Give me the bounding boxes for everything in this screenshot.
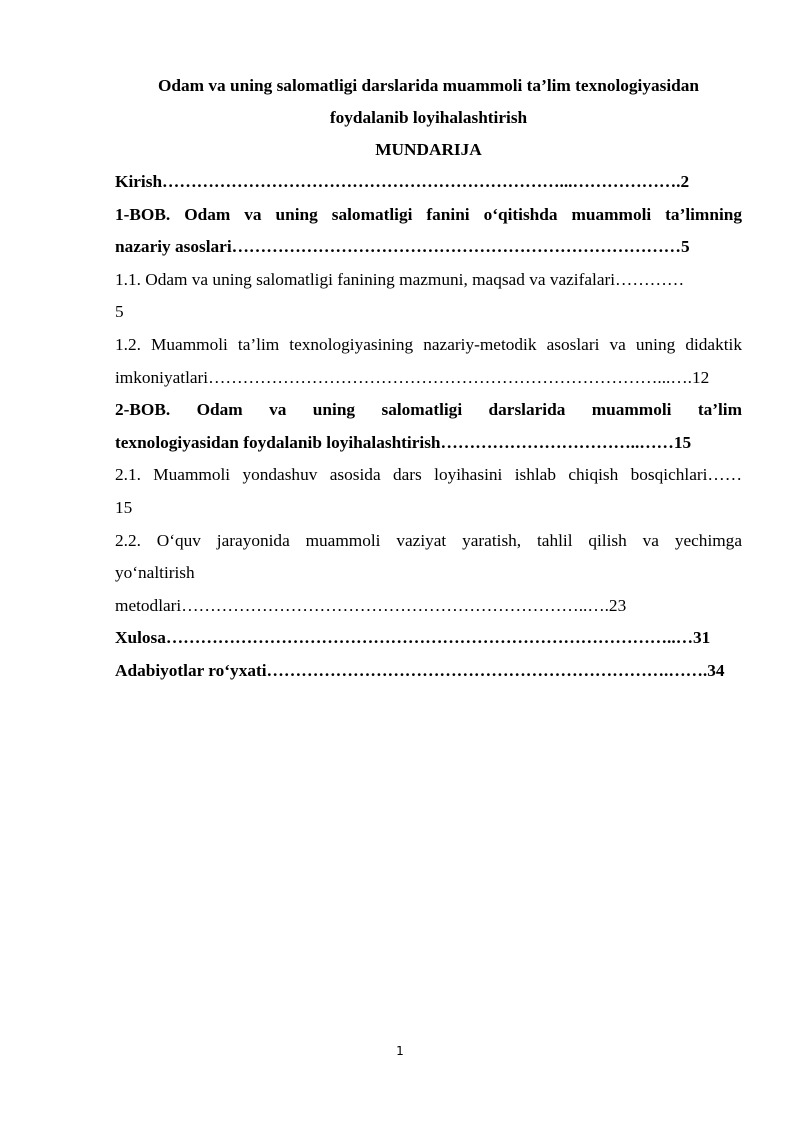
toc-entry-1-2-line-1: 1.2. Muammoli ta’lim texnologiyasining nazariy-metodik asoslari va uning didaktik xyxy=(115,334,742,354)
toc-entry-adabiyotlar: Adabiyotlar ro‘yxati…………………………………………………………….…….34 xyxy=(115,660,725,680)
toc-entry-chapter-2-line-2: texnologiyasidan foydalanib loyihalashtirish……………………………..……15 xyxy=(115,432,692,452)
page-number: 1 xyxy=(396,1044,404,1058)
toc-entry-chapter-2-line-1: 2-BOB. Odam va uning salomatligi darslarida muammoli ta’lim xyxy=(115,400,742,420)
table-of-contents xyxy=(115,166,742,688)
toc-entry-2-2-line-1: 2.2. O‘quv jarayonida muammoli vaziyat yaratish, tahlil qilish va yechimga xyxy=(115,530,742,550)
toc-entry-1-1-page: 5 xyxy=(115,302,124,322)
document-title-line-2: foydalanib loyihalashtirish xyxy=(329,108,528,127)
toc-entry-2-1-line-1: 2.1. Muammoli yondashuv asosida dars loyihasini ishlab chiqish bosqichlari…… xyxy=(115,465,742,485)
toc-entry-2-2-line-3: metodlari……………………………………………………………..….23 xyxy=(115,595,627,615)
toc-entry-2-1-page: 15 xyxy=(115,497,133,517)
toc-entry-1-2-line-2: imkoniyatlari……………………………………………………………………...….12 xyxy=(115,367,710,387)
toc-entry-2-2-line-2: yo‘naltirish xyxy=(115,563,195,583)
document-page xyxy=(115,70,742,688)
toc-entry-xulosa: Xulosa……………………………………………………………………………..…31 xyxy=(115,628,711,648)
toc-entry-1-1-line-1: 1.1. Odam va uning salomatligi fanining mazmuni, maqsad va vazifalari………… xyxy=(115,269,685,289)
toc-entry-chapter-1-line-1: 1-BOB. Odam va uning salomatligi fanini o‘qitishda muammoli ta’limning xyxy=(115,204,742,224)
toc-entry-kirish: Kirish……………………………………………………………...……………….2 xyxy=(115,172,690,191)
document-title-line-1: Odam va uning salomatligi darslarida muammoli ta’lim texnologiyasidan xyxy=(157,76,700,95)
toc-entry-chapter-1-line-2: nazariy asoslari……………………………………………………………………5 xyxy=(115,237,690,257)
toc-heading: MUNDARIJA xyxy=(375,140,482,159)
